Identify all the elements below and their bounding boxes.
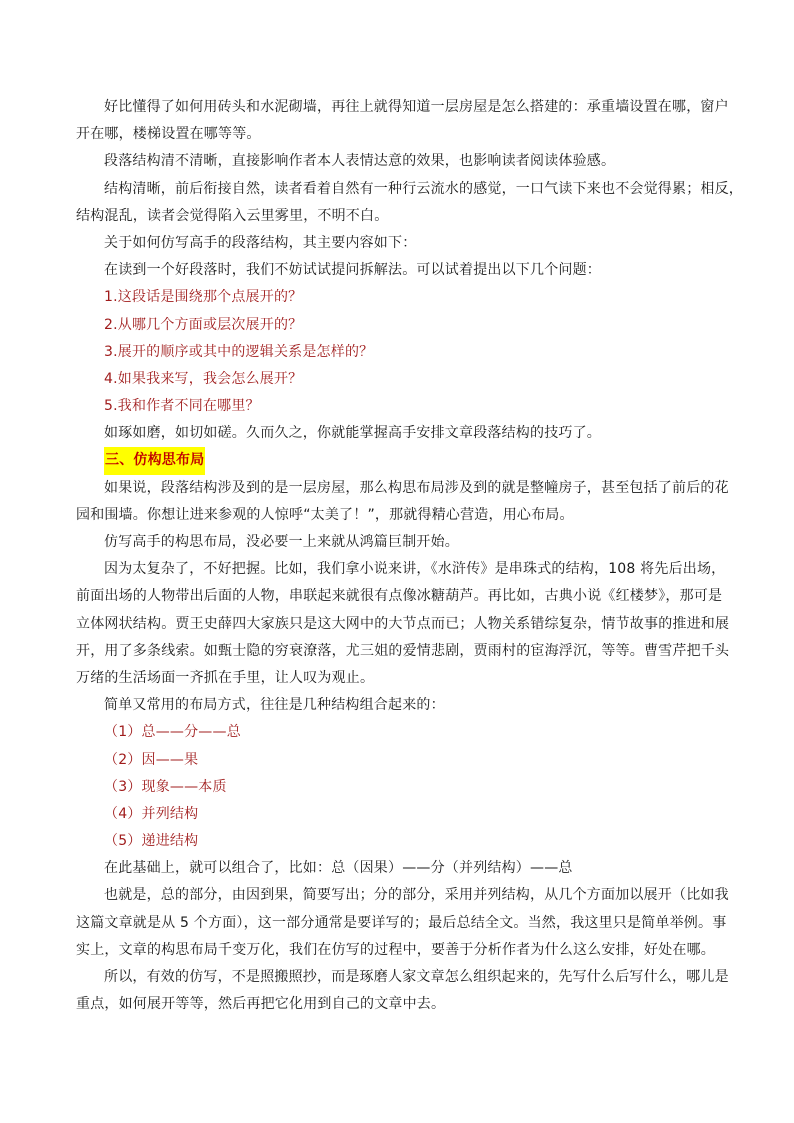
section-heading: 三、仿构思布局 — [104, 447, 205, 474]
paragraph-line: 如琢如磨，如切如磋。久而久之，你就能掌握高手安排文章段落结构的技巧了。 — [104, 425, 601, 442]
question-item: 3.展开的顺序或其中的逻辑关系是怎样的？ — [104, 343, 374, 360]
paragraph-line: 开，用了多条线索。如甄士隐的穷衰潦落，尤三姐的爱情悲剧，贾雨村的宦海浮沉，等等。曹雪芹把千头 — [76, 642, 730, 659]
paragraph-line: 立体网状结构。贾王史薛四大家族只是这大网中的大节点而已；人物关系错综复杂，情节故事的推进和展 — [76, 615, 730, 632]
structure-item: （4）并列结构 — [104, 805, 199, 822]
paragraph-line: 园和围墙。你想让进来参观的人惊呼“太美了！”，那就得精心营造，用心布局。 — [76, 506, 574, 523]
section-heading-row — [76, 447, 726, 474]
paragraph-line: 实上，文章的构思布局千变万化，我们在仿写的过程中，要善于分析作者为什么这么安排，好处在哪。 — [76, 941, 715, 958]
paragraph-line: 因为太复杂了，不好把握。比如，我们拿小说来讲，《水浒传》是串珠式的结构，108 将先后出场， — [104, 561, 726, 578]
structure-item: （3）现象——本质 — [104, 778, 227, 795]
paragraph-line: 也就是，总的部分，由因到果，简要写出；分的部分，采用并列结构，从几个方面加以展开（比如我 — [104, 887, 729, 904]
question-item: 1.这段话是围绕那个点展开的？ — [104, 289, 303, 306]
question-item: 2.从哪几个方面或层次展开的？ — [104, 316, 303, 333]
paragraph-line: 如果说，段落结构涉及到的是一层房屋，那么构思布局涉及到的就是整幢房子，甚至包括了前后的花 — [104, 479, 729, 496]
paragraph-line: 关于如何仿写高手的段落结构，其主要内容如下： — [104, 234, 417, 251]
paragraph-line: 结构清晰，前后衔接自然，读者看着自然有一种行云流水的感觉，一口气读下来也不会觉得累；相反， — [104, 180, 743, 197]
paragraph-line: 好比懂得了如何用砖头和水泥砌墙，再往上就得知道一层房屋是怎么搭建的：承重墙设置在哪，窗户 — [104, 99, 729, 115]
paragraph-line: 开在哪，楼梯设置在哪等等。 — [76, 126, 261, 143]
document-body — [76, 94, 743, 1018]
paragraph-line: 简单又常用的布局方式，往往是几种结构组合起来的： — [104, 697, 445, 714]
structure-item: （2）因——果 — [104, 751, 199, 768]
paragraph-line: 这篇文章就是从 5 个方面），这一部分通常是要详写的；最后总结全文。当然，我这里只是简单举例。事 — [76, 914, 727, 931]
paragraph-line: 在此基础上，就可以组合了，比如：总（因果）——分（并列结构）——总 — [104, 860, 573, 877]
paragraph-line: 仿写高手的构思布局，没必要一上来就从鸿篇巨制开始。 — [104, 534, 459, 550]
structure-item: （1）总——分——总 — [104, 724, 241, 741]
paragraph-line: 前面出场的人物带出后面的人物，串联起来就很有点像冰糖葫芦。再比如，古典小说《红楼梦》，那可是 — [76, 588, 723, 605]
paragraph-line: 重点，如何展开等等，然后再把它化用到自己的文章中去。 — [76, 996, 446, 1013]
paragraph-line: 结构混乱，读者会觉得陷入云里雾里，不明不白。 — [76, 207, 389, 224]
paragraph-line: 万绪的生活场面一齐抓在手里，让人叹为观止。 — [76, 669, 375, 686]
paragraph-line: 段落结构清不清晰，直接影响作者本人表情达意的效果，也影响读者阅读体验感。 — [104, 153, 616, 170]
question-item: 4.如果我来写，我会怎么展开？ — [104, 370, 303, 387]
paragraph-line: 在读到一个好段落时，我们不妨试试提问拆解法。可以试着提出以下几个问题： — [104, 262, 601, 279]
question-item: 5.我和作者不同在哪里？ — [104, 398, 260, 415]
paragraph-line: 所以，有效的仿写，不是照搬照抄，而是琢磨人家文章怎么组织起来的，先写什么后写什么，哪儿是 — [104, 969, 729, 985]
structure-item: （5）递进结构 — [104, 833, 199, 850]
